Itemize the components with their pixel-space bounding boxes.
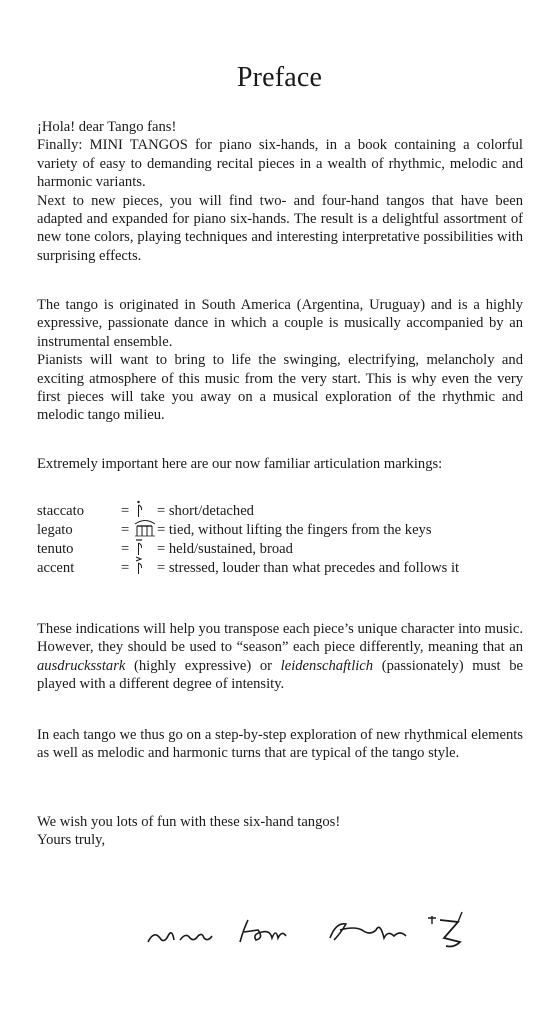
- closing-wish: We wish you lots of fun with these six-hand tangos!: [37, 814, 341, 830]
- indications-text-3: (passionately) must be played with a different degree of intensity.: [37, 657, 523, 693]
- steps-paragraph: In each tango we thus go on a step-by-step exploration of new rhythmical elements as well as melodic and harmonic turns that are typical of the tango style.: [37, 727, 523, 762]
- articulation-intro: Extremely important here are our now familiar articulation markings:: [37, 456, 443, 472]
- term-leidenschaftlich: leidenschaftlich: [280, 657, 374, 674]
- articulation-list: [37, 502, 523, 597]
- articulation-row-legato: [37, 521, 523, 540]
- articulation-equals: =: [121, 560, 130, 576]
- closing-signoff: Yours truly,: [37, 832, 106, 849]
- indications-paragraph: [37, 620, 523, 694]
- intro-paragraph-2: Next to new pieces, you will find two- and four-hand tangos that have been adapted and expanded for piano six-hands. The result is a delightful assortment of new tone colors, playing techniques and interesting interpretative possibilities with surprising effects.: [37, 192, 523, 264]
- origin-section: [37, 296, 523, 425]
- articulation-description: = held/sustained, broad: [157, 541, 293, 557]
- articulation-description: = stressed, louder than what precedes and follows it: [157, 560, 460, 576]
- articulation-name: tenuto: [37, 541, 74, 557]
- origin-paragraph-1: The tango is originated in South America (Argentina, Uruguay) and is a highly expressive, passionate dance in which a couple is musically accompanied by an instrumental ensemble.: [37, 297, 523, 350]
- articulation-equals: =: [121, 522, 130, 538]
- articulation-row-accent: [37, 559, 523, 597]
- intro-section: [37, 118, 523, 265]
- articulation-row-tenuto: [37, 540, 523, 559]
- articulation-equals: =: [121, 503, 130, 519]
- intro-paragraph-1: Finally: MINI TANGOS for piano six-hands, in a book containing a colorful variety of easy to demanding recital pieces in a wealth of rhythmic, melodic and harmonic variants.: [37, 137, 523, 191]
- indications-text-2: (highly expressive) or: [125, 657, 281, 674]
- closing-section: [37, 813, 523, 850]
- handwritten-signature-icon: [140, 908, 480, 956]
- page-title: Preface: [236, 62, 323, 93]
- term-ausdrucksstark: ausdrucksstark: [37, 657, 126, 674]
- articulation-row-staccato: [37, 502, 523, 521]
- articulation-name: legato: [37, 522, 73, 538]
- articulation-description: = short/detached: [157, 503, 254, 519]
- articulation-description: = tied, without lifting the fingers from the keys: [157, 522, 432, 538]
- indications-text-1: These indications will help you transpose each piece’s unique character into music. However, they should be used to “season” each piece differently, meaning that an: [37, 621, 523, 656]
- articulation-name: accent: [37, 560, 75, 576]
- articulation-name: staccato: [37, 503, 84, 519]
- articulation-equals: =: [121, 541, 130, 557]
- origin-paragraph-2: Pianists will want to bring to life the swinging, electrifying, melancholy and exciting atmosphere of this music from the very start. This is why even the very first pieces will take you away on a musical exploration of the rhythmic and melodic tango milieu.: [37, 352, 523, 424]
- greeting: ¡Hola! dear Tango fans!: [37, 119, 177, 135]
